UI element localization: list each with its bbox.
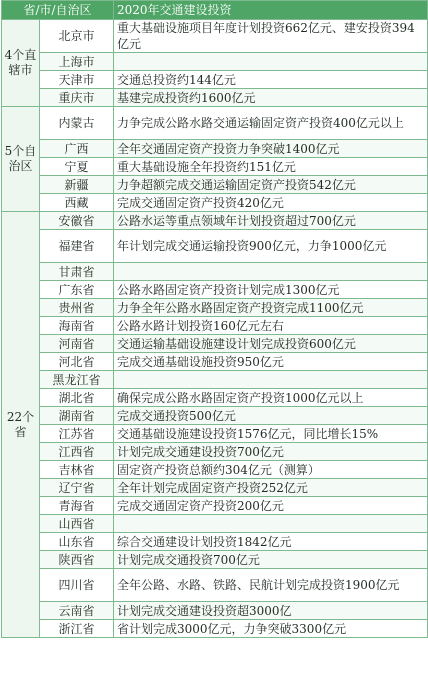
investment-table-container xyxy=(1,0,427,638)
region-name: 江西省 xyxy=(40,443,114,461)
region-name: 福建省 xyxy=(40,230,114,263)
table-row xyxy=(2,335,428,353)
table-row xyxy=(2,515,428,533)
region-name: 江苏省 xyxy=(40,425,114,443)
table-body xyxy=(2,20,428,638)
region-name: 内蒙古 xyxy=(40,107,114,140)
investment-plan: 全年公路、水路、铁路、民航计划完成投资1900亿元 xyxy=(114,569,428,602)
investment-plan: 完成交通固定资产投资200亿元 xyxy=(114,497,428,515)
region-name: 黑龙江省 xyxy=(40,371,114,389)
region-name: 重庆市 xyxy=(40,89,114,107)
investment-plan: 完成交通固定资产投资420亿元 xyxy=(114,194,428,212)
table-row xyxy=(2,479,428,497)
table-row xyxy=(2,194,428,212)
region-name: 湖南省 xyxy=(40,407,114,425)
region-name: 西藏 xyxy=(40,194,114,212)
region-name: 新疆 xyxy=(40,176,114,194)
table-row xyxy=(2,620,428,638)
table-row xyxy=(2,425,428,443)
header-region-label: 省/市/自治区 xyxy=(2,1,114,20)
region-name: 广西 xyxy=(40,140,114,158)
investment-plan: 综合交通建设计划投资1842亿元 xyxy=(114,533,428,551)
investment-plan: 计划完成交通建设投资超3000亿 xyxy=(114,602,428,620)
region-name: 广东省 xyxy=(40,281,114,299)
region-name: 安徽省 xyxy=(40,212,114,230)
group-label: 5个自治区 xyxy=(2,107,40,212)
investment-plan: 重大基础设施全年投资约151亿元 xyxy=(114,158,428,176)
investment-plan: 计划完成交通建设投资700亿元 xyxy=(114,443,428,461)
investment-plan xyxy=(114,263,428,281)
table-header-row xyxy=(2,1,428,20)
investment-plan: 基建完成投资约1600亿元 xyxy=(114,89,428,107)
group-label: 4个直辖市 xyxy=(2,20,40,107)
region-name: 山西省 xyxy=(40,515,114,533)
table-row xyxy=(2,71,428,89)
region-name: 四川省 xyxy=(40,569,114,602)
region-name: 天津市 xyxy=(40,71,114,89)
table-row xyxy=(2,20,428,53)
table-row xyxy=(2,602,428,620)
investment-plan: 年计划完成交通运输投资900亿元，力争1000亿元 xyxy=(114,230,428,263)
investment-plan xyxy=(114,515,428,533)
region-name: 海南省 xyxy=(40,317,114,335)
table-row xyxy=(2,107,428,140)
investment-plan: 力争全年公路水路固定资产投资完成1100亿元 xyxy=(114,299,428,317)
investment-plan: 力争完成公路水路交通运输固定资产投资400亿元以上 xyxy=(114,107,428,140)
investment-plan: 交通基础设施建设投资1576亿元，同比增长15% xyxy=(114,425,428,443)
investment-plan: 完成交通基础设施投资950亿元 xyxy=(114,353,428,371)
region-name: 辽宁省 xyxy=(40,479,114,497)
region-name: 陕西省 xyxy=(40,551,114,569)
investment-plan: 全年交通固定资产投资力争突破1400亿元 xyxy=(114,140,428,158)
header-plan-label: 2020年交通建设投资 xyxy=(114,1,428,20)
table-row xyxy=(2,176,428,194)
investment-plan xyxy=(114,53,428,71)
group-label: 22个省 xyxy=(2,212,40,638)
investment-table xyxy=(1,0,428,638)
investment-plan: 交通总投资约144亿元 xyxy=(114,71,428,89)
investment-plan: 公路水路计划投资160亿元左右 xyxy=(114,317,428,335)
region-name: 甘肃省 xyxy=(40,263,114,281)
region-name: 云南省 xyxy=(40,602,114,620)
investment-plan: 重大基础设施项目年度计划投资662亿元、建安投资394亿元 xyxy=(114,20,428,53)
table-row xyxy=(2,353,428,371)
region-name: 宁夏 xyxy=(40,158,114,176)
investment-plan: 力争超额完成交通运输固定资产投资542亿元 xyxy=(114,176,428,194)
table-row xyxy=(2,443,428,461)
table-row xyxy=(2,533,428,551)
table-row xyxy=(2,158,428,176)
investment-plan: 交通运输基础设施建设计划完成投资600亿元 xyxy=(114,335,428,353)
table-row xyxy=(2,53,428,71)
region-name: 山东省 xyxy=(40,533,114,551)
region-name: 上海市 xyxy=(40,53,114,71)
investment-plan: 完成交通投资500亿元 xyxy=(114,407,428,425)
table-row xyxy=(2,551,428,569)
table-row xyxy=(2,140,428,158)
region-name: 北京市 xyxy=(40,20,114,53)
table-row xyxy=(2,389,428,407)
table-row xyxy=(2,497,428,515)
investment-plan: 固定资产投资总额约304亿元（测算） xyxy=(114,461,428,479)
table-row xyxy=(2,569,428,602)
investment-plan: 计划完成交通投资700亿元 xyxy=(114,551,428,569)
table-row xyxy=(2,281,428,299)
region-name: 浙江省 xyxy=(40,620,114,638)
table-row xyxy=(2,263,428,281)
table-row xyxy=(2,299,428,317)
region-name: 青海省 xyxy=(40,497,114,515)
investment-plan: 公路水路固定资产投资计划完成1300亿元 xyxy=(114,281,428,299)
table-row xyxy=(2,461,428,479)
region-name: 吉林省 xyxy=(40,461,114,479)
table-row xyxy=(2,212,428,230)
investment-plan: 全年计划完成固定资产投资252亿元 xyxy=(114,479,428,497)
table-row xyxy=(2,407,428,425)
investment-plan: 公路水运等重点领域年计划投资超过700亿元 xyxy=(114,212,428,230)
region-name: 河南省 xyxy=(40,335,114,353)
table-row xyxy=(2,89,428,107)
investment-plan: 确保完成公路水路固定资产投资1000亿元以上 xyxy=(114,389,428,407)
region-name: 河北省 xyxy=(40,353,114,371)
region-name: 湖北省 xyxy=(40,389,114,407)
table-row xyxy=(2,371,428,389)
investment-plan: 省计划完成3000亿元，力争突破3300亿元 xyxy=(114,620,428,638)
region-name: 贵州省 xyxy=(40,299,114,317)
investment-plan xyxy=(114,371,428,389)
table-row xyxy=(2,230,428,263)
table-row xyxy=(2,317,428,335)
